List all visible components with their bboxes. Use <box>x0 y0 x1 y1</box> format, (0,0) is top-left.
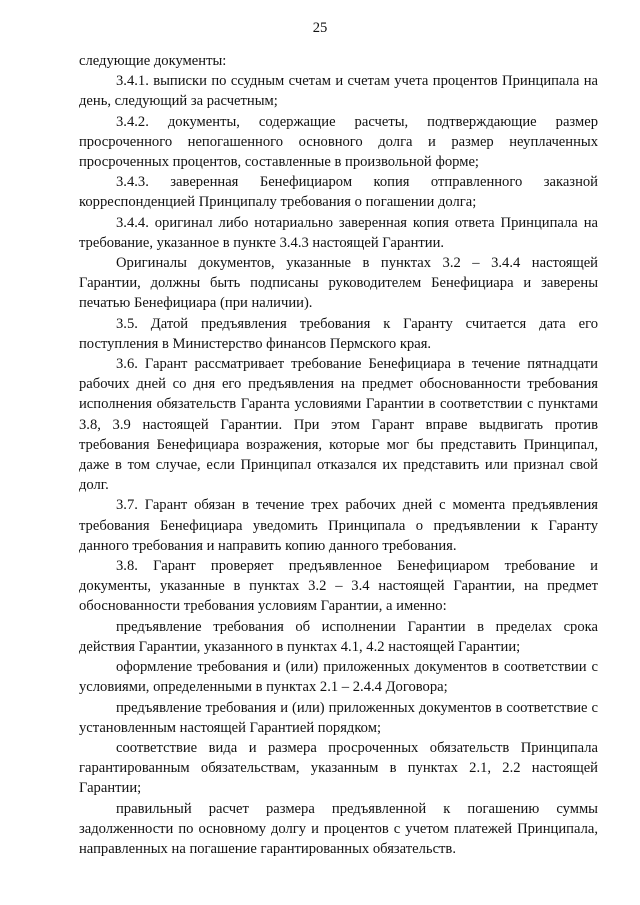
page-number: 25 <box>312 20 328 36</box>
paragraph-3-5: 3.5. Датой предъявления требования к Гаранту считается дата его поступления в Министерство финансов Пермского края. <box>79 315 598 352</box>
paragraph-3-4-2: 3.4.2. документы, содержащие расчеты, подтверждающие размер просроченного непогашенного основного долга и размер неуплаченных просроченных процентов, составленные в произвольной форме; <box>79 113 598 171</box>
paragraph-3-4-3: 3.4.3. заверенная Бенефициаром копия отправленного заказной корреспонденцией Принципалу требования о погашении долга; <box>79 174 598 211</box>
paragraph-3-8: 3.8. Гарант проверяет предъявленное Бенефициаром требование и документы, указанные в пунктах 3.2 – 3.4 настоящей Гарантии, на предмет обоснованности требования условиям Гарантии, а именно: <box>79 558 598 615</box>
paragraph-check-order: предъявление требования и (или) приложенных документов в соответствие с установленным настоящей Гарантией порядком; <box>79 699 598 736</box>
paragraph-check-calculation: правильный расчет размера предъявленной к погашению суммы задолженности по основному долгу и процентов с учетом платежей Принципала, направленных на погашение гарантированных обязательств. <box>79 800 598 857</box>
paragraph-3-6: 3.6. Гарант рассматривает требование Бенефициара в течение пятнадцати рабочих дней со дня его предъявления на предмет обоснованности требования исполнения обязательств Гаранта условиями Гарантии в соответствии с пунктами 3.8, 3.9 настоящей Гарантии. При этом Гарант вправе выдвигать против требования Бенефициара возражения, которые мог бы представить Принципал, даже в том случае, если Принципал отказался их представить или признал свой долг. <box>79 356 598 494</box>
paragraph-originals: Оригиналы документов, указанные в пунктах 3.2 – 3.4.4 настоящей Гарантии, должны быть подписаны руководителем Бенефициара и заверены печатью Бенефициара (при наличии). <box>79 255 598 312</box>
paragraph-3-4-4: 3.4.4. оригинал либо нотариально заверенная копия ответа Принципала на требование, указанное в пункте 3.4.3 настоящей Гарантии. <box>79 214 598 251</box>
paragraph-intro: следующие документы: <box>79 53 227 69</box>
paragraph-3-4-1: 3.4.1. выписки по ссудным счетам и счетам учета процентов Принципала на день, следующий за расчетным; <box>79 73 598 110</box>
paragraph-check-obligations: соответствие вида и размера просроченных обязательств Принципала гарантированным обязательствам, указанным в пунктах 2.1, 2.2 настоящей Гарантии; <box>79 739 598 797</box>
paragraph-3-7: 3.7. Гарант обязан в течение трех рабочих дней с момента предъявления требования Бенефициара уведомить Принципала о предъявлении к Гаранту данного требования и направить копию данного требования. <box>79 497 598 554</box>
document-body <box>79 51 598 859</box>
paragraph-check-term: предъявление требования об исполнении Гарантии в пределах срока действия Гарантии, указанного в пунктах 4.1, 4.2 настоящей Гарантии; <box>79 618 598 655</box>
paragraph-check-format: оформление требования и (или) приложенных документов в соответствии с условиями, определенными в пунктах 2.1 – 2.4.4 Договора; <box>79 659 598 696</box>
